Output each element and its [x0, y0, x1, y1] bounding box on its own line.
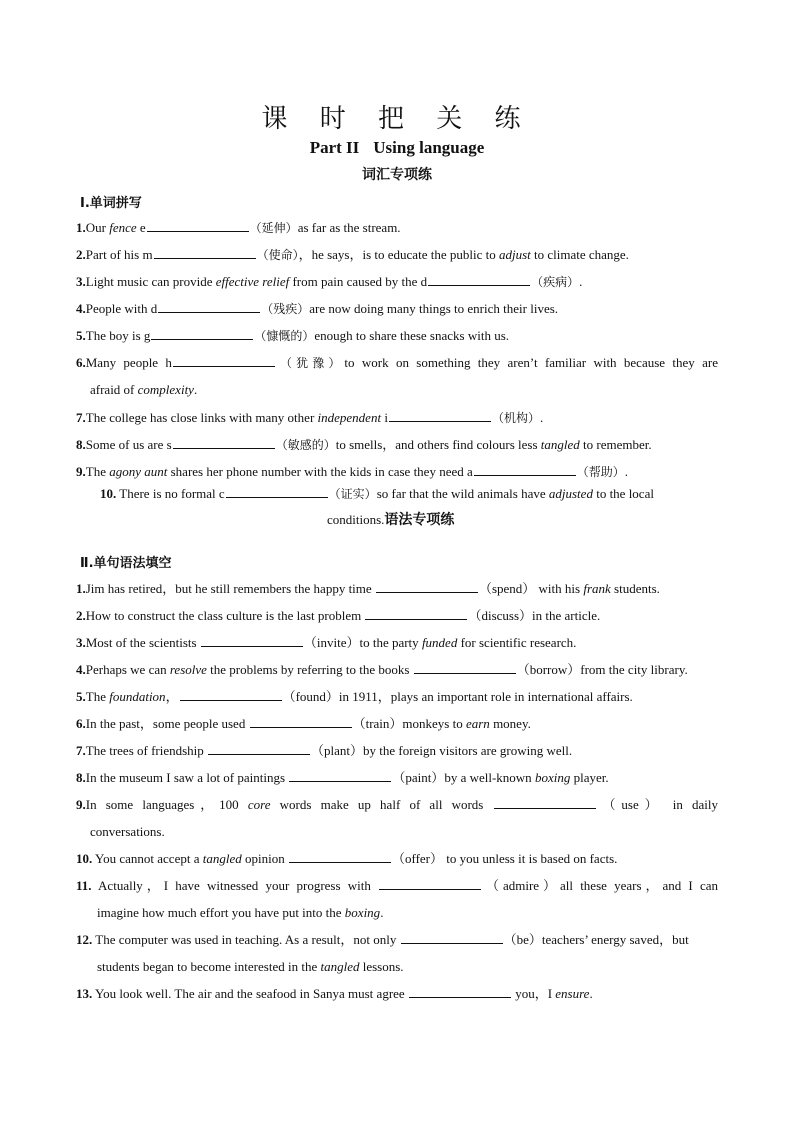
- part2-question-1: 1.Jim has retired，but he still remembers the happy time （spend） with his frank students.: [76, 581, 660, 596]
- answer-blank[interactable]: [376, 580, 478, 593]
- answer-blank[interactable]: [147, 219, 249, 232]
- answer-blank[interactable]: [474, 463, 576, 476]
- answer-blank[interactable]: [409, 985, 511, 998]
- page-title: 课 时 把 关 练: [261, 104, 533, 134]
- grammar-section-heading: 语法专项练: [384, 512, 455, 528]
- part1-question-6: 6.Many people h （犹豫）to work on something they aren’t familiar with because they are: [76, 355, 718, 370]
- part2-question-7: 7.The trees of friendship （plant）by the foreign visitors are growing well.: [76, 743, 573, 758]
- part2-question-5: 5.The foundation， （found）in 1911，plays an important role in international affairs.: [76, 689, 633, 704]
- answer-blank[interactable]: [365, 607, 467, 620]
- subtitle-topic: Using language: [373, 138, 485, 157]
- answer-blank[interactable]: [151, 327, 253, 340]
- answer-blank[interactable]: [428, 273, 530, 286]
- part2-question-12-continued: students began to become interested in the tangled lessons.: [97, 959, 404, 974]
- part1-question-9: 9.The agony aunt shares her phone number with the kids in case they need a （帮助）.: [76, 464, 629, 479]
- part2-question-10: 10. You cannot accept a tangled opinion （offer） to you unless it is based on facts.: [76, 851, 618, 866]
- part1-question-1: 1.Our fence e （延伸）as far as the stream.: [76, 220, 401, 235]
- answer-blank[interactable]: [414, 661, 516, 674]
- answer-blank[interactable]: [173, 436, 275, 449]
- part2-question-6: 6.In the past，some people used （train）monkeys to earn money.: [76, 716, 531, 731]
- part2-heading: Ⅱ.单句语法填空: [80, 556, 172, 571]
- answer-blank[interactable]: [158, 300, 260, 313]
- part1-question-2: 2.Part of his m （使命），he says，is to educate the public to adjust to climate change.: [76, 247, 629, 262]
- answer-blank[interactable]: [289, 850, 391, 863]
- part2-question-9-continued: conversations.: [90, 824, 165, 839]
- part2-question-4: 4.Perhaps we can resolve the problems by referring to the books （borrow）from the city library.: [76, 662, 688, 677]
- part2-question-2: 2.How to construct the class culture is the last problem （discuss）in the article.: [76, 608, 601, 623]
- answer-blank[interactable]: [154, 246, 256, 259]
- part1-question-4: 4.People with d （残疾）are now doing many things to enrich their lives.: [76, 301, 559, 316]
- part2-question-11: 11. Actually，I have witnessed your progress with （admire）all these years，and I can: [76, 878, 719, 893]
- part2-question-8: 8.In the museum I saw a lot of paintings （paint）by a well-known boxing player.: [76, 770, 609, 785]
- answer-blank[interactable]: [180, 688, 282, 701]
- part1-question-7: 7.The college has close links with many other independent i （机构）.: [76, 410, 544, 425]
- part1-question-3: 3.Light music can provide effective relief from pain caused by the d （疾病）.: [76, 274, 583, 289]
- part2-question-3: 3.Most of the scientists （invite）to the party funded for scientific research.: [76, 635, 577, 650]
- part2-question-13: 13. You look well. The air and the seafood in Sanya must agree you，I ensure.: [76, 986, 593, 1001]
- vocab-section-heading: 词汇专项练: [362, 167, 432, 183]
- part1-question-8: 8.Some of us are s （敏感的）to smells，and others find colours less tangled to remember.: [76, 437, 652, 452]
- part1-question-5: 5.The boy is g （慷慨的）enough to share these snacks with us.: [76, 328, 510, 343]
- part2-question-9: 9.In some languages，100 core words make up half of all words （use） in daily: [76, 797, 718, 812]
- answer-blank[interactable]: [494, 796, 596, 809]
- part1-heading: Ⅰ.单词拼写: [80, 196, 142, 211]
- part2-question-12: 12. The computer was used in teaching. As a result，not only （be）teachers’ energy saved，but: [76, 932, 689, 947]
- answer-blank[interactable]: [173, 354, 275, 367]
- answer-blank[interactable]: [389, 409, 491, 422]
- answer-blank[interactable]: [289, 769, 391, 782]
- answer-blank[interactable]: [208, 742, 310, 755]
- answer-blank[interactable]: [401, 931, 503, 944]
- part2-question-11-continued: imagine how much effort you have put into the boxing.: [97, 905, 384, 920]
- answer-blank[interactable]: [201, 634, 303, 647]
- answer-blank[interactable]: [250, 715, 352, 728]
- part1-question-10: 10. There is no formal c （证实）so far that the wild animals have adjusted to the local: [100, 486, 654, 501]
- part1-question-10-continued: conditions.语法专项练: [327, 512, 455, 528]
- answer-blank[interactable]: [226, 485, 328, 498]
- part1-question-6-continued: afraid of complexity.: [90, 382, 198, 397]
- subtitle-part: Part II: [309, 138, 360, 157]
- answer-blank[interactable]: [379, 877, 481, 890]
- page-subtitle: [0, 138, 794, 158]
